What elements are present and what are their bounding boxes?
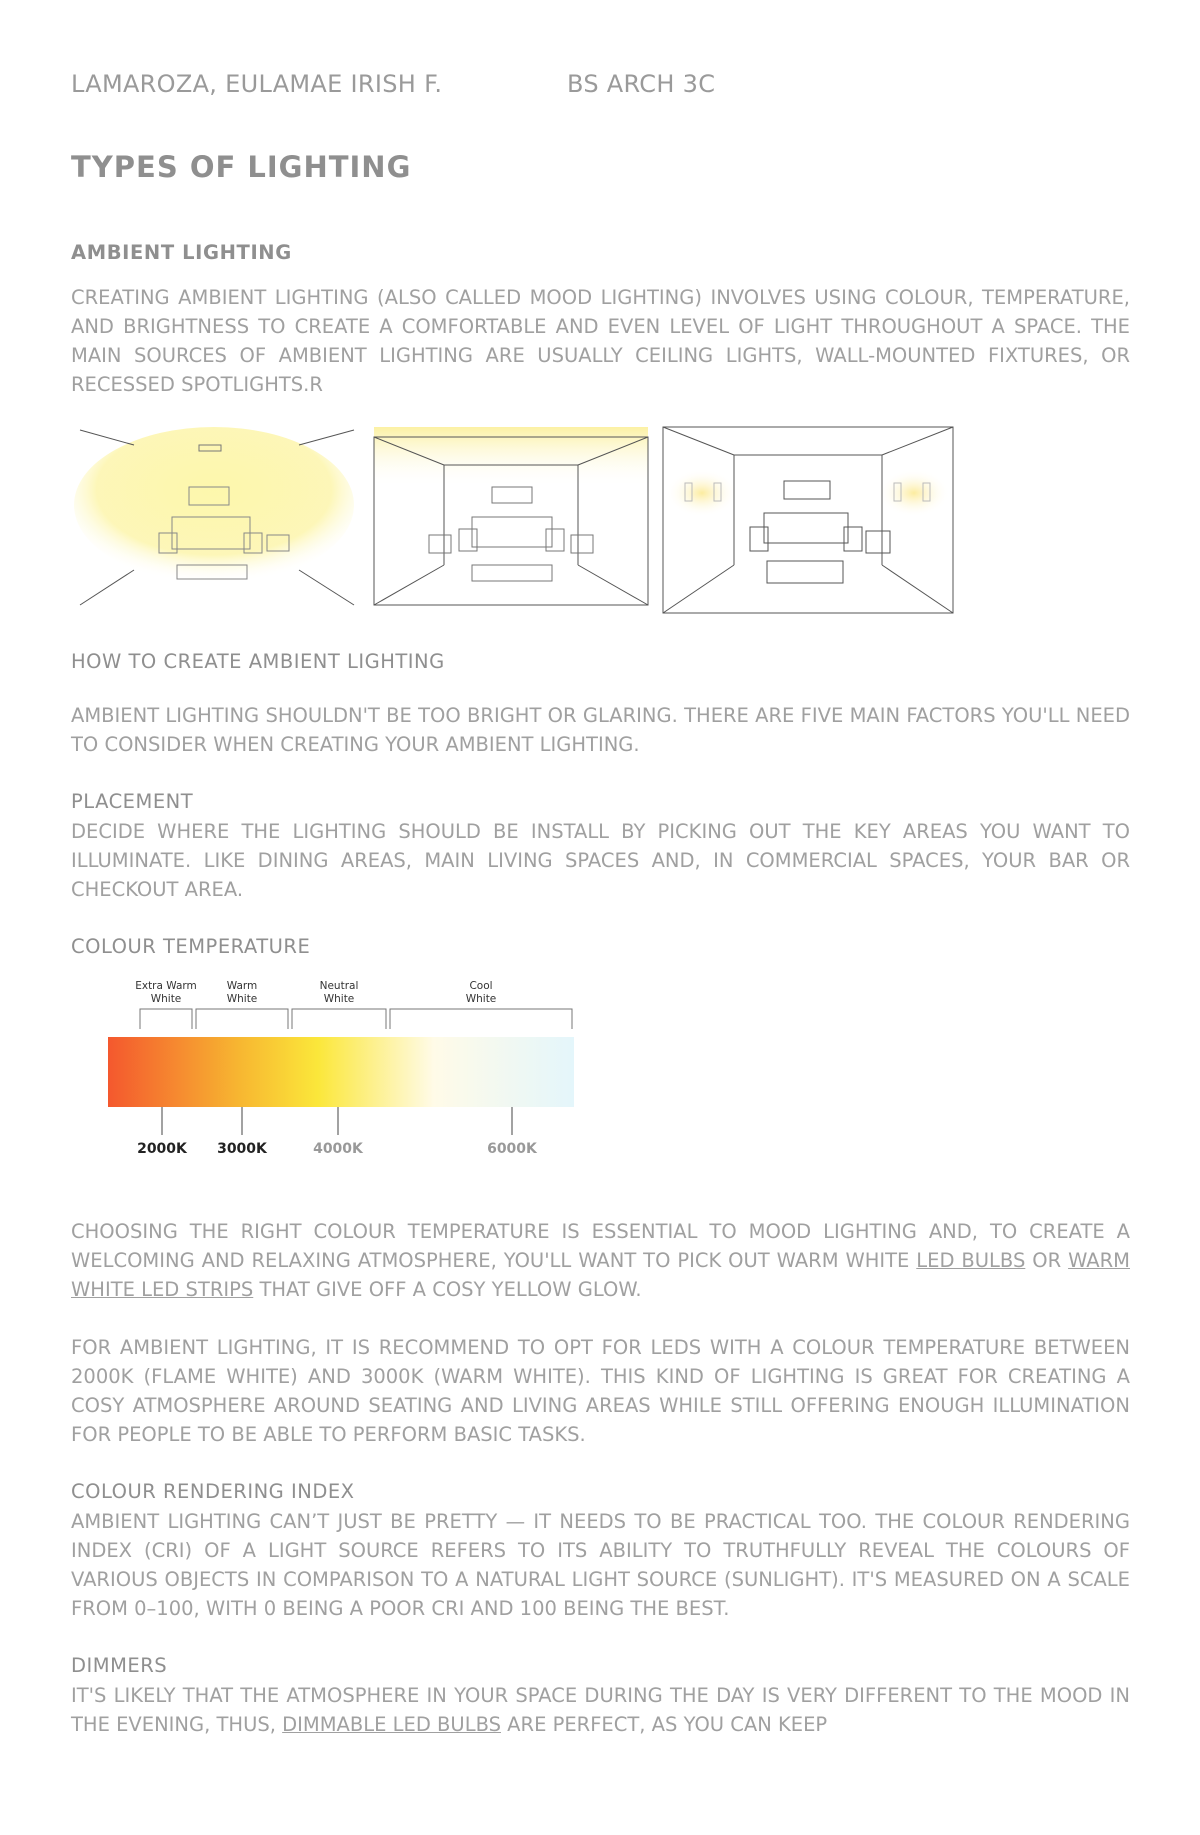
category-label-line2: White <box>150 993 182 1005</box>
how-to-heading: HOW TO CREATE AMBIENT LIGHTING <box>71 650 445 673</box>
dimmers-pre: IT'S LIKELY THAT THE ATMOSPHERE IN YOUR SPACE DURING THE DAY IS VERY DIFFERENT TO THE MOOD IN THE EVENING, THUS, <box>71 1684 1130 1736</box>
document-header <box>71 70 716 98</box>
dimmers-post: ARE PERFECT, AS YOU CAN KEEP <box>500 1712 828 1736</box>
temperature-color-bar <box>108 1037 574 1107</box>
placement-paragraph: DECIDE WHERE THE LIGHTING SHOULD BE INSTALL BY PICKING OUT THE KEY AREAS YOU WANT TO ILLUMINATE. LIKE DINING AREAS, MAIN LIVING SPACES AND, IN COMMERCIAL SPACES, YOUR BAR OR CHECKOUT AREA. <box>71 820 1130 901</box>
tick-label: 6000K <box>487 1141 537 1157</box>
ct-para1-mid: OR <box>1025 1248 1069 1272</box>
dimmers-heading: DIMMERS <box>71 1654 168 1677</box>
placement-heading: PLACEMENT <box>71 790 194 813</box>
ct-para1-pre: CHOOSING THE RIGHT COLOUR TEMPERATURE IS ESSENTIAL TO MOOD LIGHTING AND, TO CREATE A WELCOMING AND RELAXING ATMOSPHERE, YOU'LL WANT TO PICK OUT WARM WHITE <box>71 1220 1130 1272</box>
ambient-heading: AMBIENT LIGHTING <box>71 241 292 264</box>
cri-paragraph: AMBIENT LIGHTING CAN’T JUST BE PRETTY — IT NEEDS TO BE PRACTICAL TOO. THE COLOUR RENDERING INDEX (CRI) OF A LIGHT SOURCE REFERS TO ITS ABILITY TO TRUTHFULLY REVEAL THE COLOURS OF VARIOUS OBJECTS IN COMPARISON TO A NATURAL LIGHT SOURCE (SUNLIGHT). IT'S MEASURED ON A SCALE FROM 0–100, WITH 0 BEING A POOR CRI AND 100 BEING THE BEST. <box>71 1510 1130 1620</box>
category-label-line2: White <box>465 993 497 1005</box>
cri-heading: COLOUR RENDERING INDEX <box>71 1480 355 1503</box>
colour-temperature-paragraph-1 <box>71 1218 1130 1305</box>
ambient-room-illustrations <box>74 425 954 617</box>
category-label-line1: Cool <box>469 980 493 992</box>
category-label-line2: White <box>226 993 258 1005</box>
tick-label: 4000K <box>313 1141 363 1157</box>
category-label-line1: Extra Warm <box>135 980 197 992</box>
room-cove-light-illustration <box>374 427 648 605</box>
room-wall-sconce-illustration <box>663 427 953 613</box>
student-course: BS ARCH 3C <box>567 70 716 98</box>
category-label-line1: Neutral <box>319 980 359 992</box>
tick-label: 3000K <box>217 1141 267 1157</box>
colour-temperature-scale <box>100 975 590 1165</box>
warm-white-led-strips-link[interactable]: WARM WHITE LED STRIPS <box>71 1248 1130 1301</box>
colour-temperature-paragraph-2: FOR AMBIENT LIGHTING, IT IS RECOMMEND TO OPT FOR LEDS WITH A COLOUR TEMPERATURE BETWEEN 2000K (FLAME WHITE) AND 3000K (WARM WHITE). THIS KIND OF LIGHTING IS GREAT FOR CREATING A COSY ATMOSPHERE AROUND SEATING AND LIVING AREAS WHILE STILL OFFERING ENOUGH ILLUMINATION FOR PEOPLE TO BE ABLE TO PERFORM BASIC TASKS. <box>71 1336 1130 1446</box>
led-bulbs-link[interactable]: LED BULBS <box>916 1248 1026 1272</box>
student-name: LAMAROZA, EULAMAE IRISH F. <box>71 70 443 98</box>
ct-para1-post: THAT GIVE OFF A COSY YELLOW GLOW. <box>253 1277 642 1301</box>
dimmers-paragraph <box>71 1682 1130 1740</box>
page-title: TYPES OF LIGHTING <box>71 150 412 184</box>
dimmable-led-bulbs-link[interactable]: DIMMABLE LED BULBS <box>282 1712 501 1736</box>
tick-label: 2000K <box>137 1141 187 1157</box>
category-label-line2: White <box>323 993 355 1005</box>
category-brackets <box>140 1009 572 1029</box>
room-ceiling-light-illustration <box>74 427 354 605</box>
ambient-intro-paragraph: CREATING AMBIENT LIGHTING (ALSO CALLED MOOD LIGHTING) INVOLVES USING COLOUR, TEMPERATURE, AND BRIGHTNESS TO CREATE A COMFORTABLE AND EVEN LEVEL OF LIGHT THROUGHOUT A SPACE. THE MAIN SOURCES OF AMBIENT LIGHTING ARE USUALLY CEILING LIGHTS, WALL-MOUNTED FIXTURES, OR RECESSED SPOTLIGHTS.R <box>71 286 1130 396</box>
colour-temperature-heading: COLOUR TEMPERATURE <box>71 935 311 958</box>
category-label-line1: Warm <box>226 980 258 992</box>
how-to-paragraph: AMBIENT LIGHTING SHOULDN'T BE TOO BRIGHT OR GLARING. THERE ARE FIVE MAIN FACTORS YOU'LL NEED TO CONSIDER WHEN CREATING YOUR AMBIENT LIGHTING. <box>71 704 1130 756</box>
